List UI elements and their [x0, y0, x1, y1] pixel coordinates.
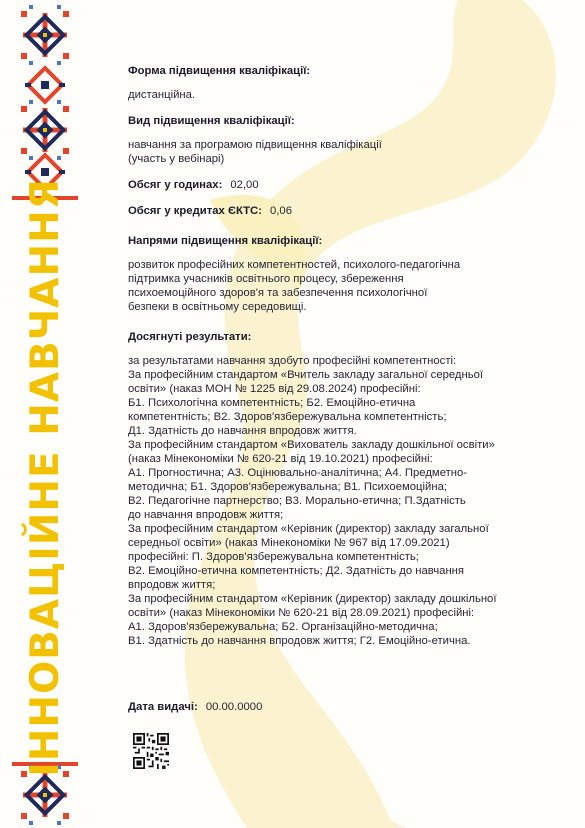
results-line: Д1. Здатність до навчання впродовж життя. — [128, 425, 357, 437]
results-line: освіти» (наказ МОН № 1225 від 29.08.2024) професійні: — [128, 383, 421, 395]
results-line: до навчання впродовж життя; — [128, 509, 284, 521]
directions-line: розвиток професійних компетентностей, психолого-педагогічна — [128, 259, 461, 271]
directions-section — [128, 234, 548, 314]
issue-date-row — [128, 701, 262, 713]
results-label: Досягнуті результати: — [128, 331, 252, 343]
results-line: А1. Прогностична; А3. Оцінювально-аналітична; А4. Предметно- — [128, 467, 468, 479]
embroidery-ornament-icon — [12, 5, 78, 200]
form-value: дистанційна. — [128, 89, 196, 101]
hours-row — [128, 178, 548, 192]
results-line: (наказ Мінекономіки № 620-21 від 19.10.2021) професійні: — [128, 453, 433, 465]
type-value-line: (участь у вебінарі) — [128, 153, 225, 165]
directions-line: психоемоційного здоров'я та забезпечення психологічної — [128, 287, 428, 299]
results-line: За професійним стандартом «Вчитель закладу загальної середньої — [128, 369, 484, 381]
form-section — [128, 64, 548, 102]
form-label: Форма підвищення кваліфікації: — [128, 65, 311, 77]
results-line: освіти» (наказ Мінекономіки № 620-21 від 28.09.2021) професійні: — [128, 607, 475, 619]
results-line: методична; Б1. Здоров'язбережувальна; В1. Психоемоційна; — [128, 481, 447, 493]
results-line: В2. Педагогічне партнерство; В3. Морально-етична; П.Здатність — [128, 495, 466, 507]
results-line: Б1. Психологічна компетентність; Б2. Емоційно-етична — [128, 397, 416, 409]
hours-value: 02,00 — [230, 179, 259, 191]
results-text — [128, 354, 548, 648]
directions-line: безпеки в освітньому середовищі. — [128, 301, 307, 313]
issue-date-label: Дата видачі: — [128, 701, 198, 713]
results-line: А1. Здоров'язбережувальна; Б2. Організаційно-методична; — [128, 621, 438, 633]
results-line: компетентність; В2. Здоров'язбережувальна компетентність; — [128, 411, 447, 423]
certificate-details — [128, 64, 548, 660]
results-line: впродовж життя; — [128, 579, 216, 591]
results-line: професійні: П. Здоров'язбережувальна компетентність; — [128, 551, 419, 563]
results-line: За професійним стандартом «Вихователь закладу дошкільної освіти» — [128, 439, 495, 451]
type-section — [128, 114, 548, 166]
hours-label: Обсяг у годинах: — [128, 179, 223, 191]
directions-line: підтримка учасників освітнього процесу, збереження — [128, 273, 404, 285]
type-label: Вид підвищення кваліфікації: — [128, 115, 295, 127]
results-line: за результатами навчання здобуто професійні компетентності: — [128, 355, 457, 367]
results-section — [128, 330, 548, 648]
credits-label: Обсяг у кредитах ЄКТС: — [128, 205, 262, 217]
issue-date-value: 00.00.0000 — [205, 701, 263, 713]
qr-code-icon — [133, 733, 169, 769]
directions-label: Напрями підвищення кваліфікації: — [128, 235, 323, 247]
vertical-title-text: ІННОВАЦІЙНЕ НАВЧАННЯ — [22, 178, 68, 777]
credits-value: 0,06 — [269, 205, 292, 217]
credits-row — [128, 204, 548, 218]
results-line: В1. Здатність до навчання впродовж життя; Г2. Емоційно-етична. — [128, 635, 471, 647]
results-line: За професійним стандартом «Керівник (директор) закладу дошкільної — [128, 593, 497, 605]
results-line: За професійним стандартом «Керівник (директор) закладу загальної — [128, 523, 489, 535]
type-value-line: навчання за програмою підвищення кваліфікації — [128, 139, 382, 151]
results-line: В2. Емоційно-етична компетентність; Д2. Здатність до навчання — [128, 565, 465, 577]
vertical-title — [20, 178, 70, 777]
results-line: середньої освіти» (наказ Мінекономіки № 967 від 17.09.2021) — [128, 537, 450, 549]
